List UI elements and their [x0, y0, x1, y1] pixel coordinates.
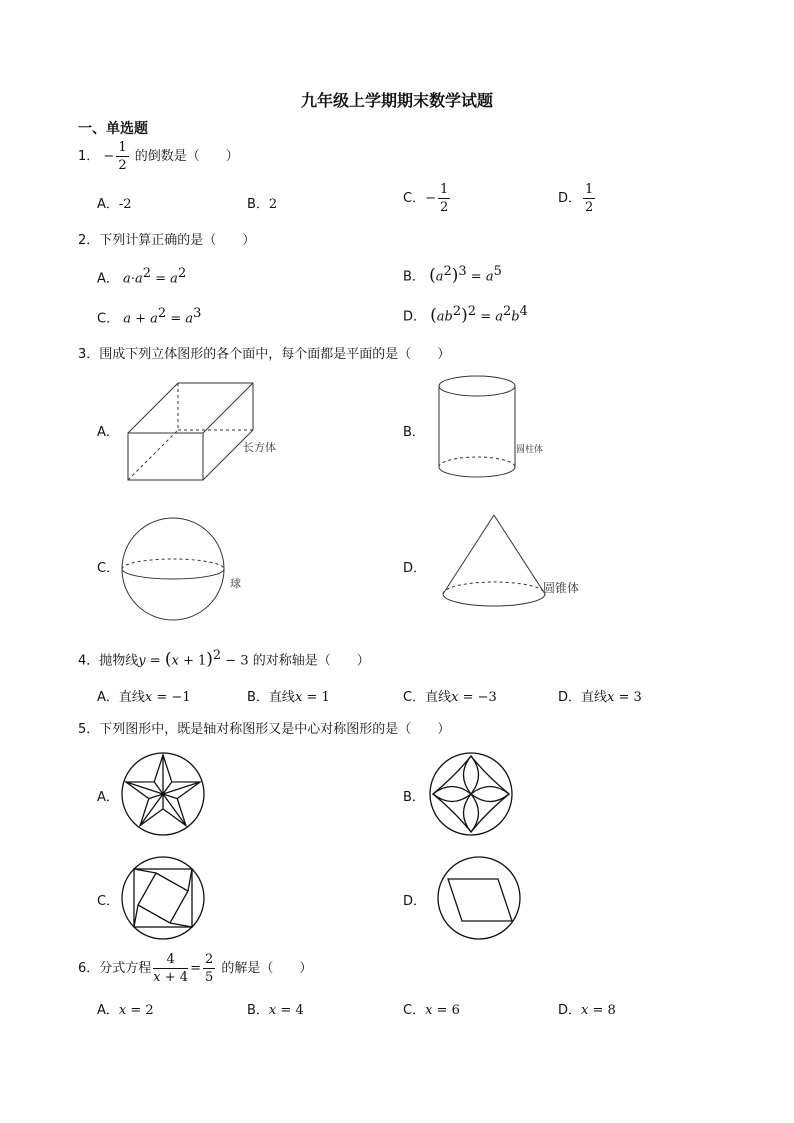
q2-option-c[interactable]: C． $a + a^2 = a^3$: [97, 306, 202, 327]
question-3: 3．围成下列立体图形的各个面中，每个面都是平面的是（ ）: [78, 347, 451, 362]
q6-option-b[interactable]: B．x = 4: [247, 1003, 304, 1018]
q1-option-c[interactable]: C．− $\frac{1}{2}$: [403, 182, 449, 215]
star-circle-figure: [120, 751, 206, 837]
q4-option-a[interactable]: A．直线x = −1: [97, 690, 191, 705]
cylinder-figure: [430, 372, 560, 484]
q5-option-b[interactable]: B．: [403, 790, 425, 805]
question-5: 5．下列图形中，既是轴对称图形又是中心对称图形的是（ ）: [78, 722, 451, 737]
q3-option-d[interactable]: D．: [403, 561, 427, 576]
q1-option-d[interactable]: D． $\frac{1}{2}$: [558, 182, 594, 215]
fraction-neg-half: $\frac{1}{2}$: [118, 140, 127, 173]
q2-option-b[interactable]: B． $(a^2)^3 = a^5$: [403, 264, 502, 286]
q3-option-b[interactable]: B．: [403, 425, 425, 440]
q3-option-a[interactable]: A．: [97, 425, 119, 440]
q5-option-d[interactable]: D．: [403, 894, 427, 909]
q6-option-a[interactable]: A．x = 2: [97, 1003, 154, 1018]
q4-option-b[interactable]: B．直线x = 1: [247, 690, 330, 705]
q4-option-d[interactable]: D．直线x = 3: [558, 690, 642, 705]
pinwheel-circle-figure: [120, 855, 206, 941]
cylinder-caption: 圆柱体: [516, 445, 544, 455]
section-heading: 一、单选题: [78, 121, 148, 137]
sphere-caption: 球: [230, 577, 241, 590]
q2-option-d[interactable]: D． $(ab^2)^2 = a^2b^4$: [403, 304, 528, 326]
question-2: 2．下列计算正确的是（ ）: [78, 233, 256, 248]
q2-option-a[interactable]: A． $a\cdot a^2 = a^2$: [97, 266, 187, 287]
q4-option-c[interactable]: C．直线x = −3: [403, 690, 497, 705]
q6-option-d[interactable]: D．x = 8: [558, 1003, 616, 1018]
cone-figure: [436, 512, 596, 627]
cuboid-caption: 长方体: [243, 441, 276, 454]
question-6: 6．分式方程 $\frac{4}{x + 4}$ = $\frac{2}{5}$ 的解是（ ）: [78, 952, 313, 985]
sphere-figure: [115, 517, 255, 627]
q5-option-c[interactable]: C．: [97, 894, 120, 909]
q1-option-a[interactable]: A．-2: [97, 197, 132, 212]
parallelogram-circle-figure: [436, 855, 522, 941]
q5-option-a[interactable]: A．: [97, 790, 119, 805]
q6-option-c[interactable]: C．x = 6: [403, 1003, 460, 1018]
question-1: 1． − $\frac{1}{2}$ 的倒数是（ ）: [78, 140, 239, 173]
page-title: 九年级上学期期末数学试题: [300, 91, 493, 110]
cuboid-figure: [120, 378, 290, 488]
q3-option-c[interactable]: C．: [97, 561, 120, 576]
question-4: 4．抛物线$y = (x + 1)^2 - 3$ 的对称轴是（ ）: [78, 648, 370, 670]
four-petal-circle-figure: [428, 751, 514, 837]
question-1-stem: 的倒数是（ ）: [134, 149, 239, 164]
q1-option-b[interactable]: B．2: [247, 197, 278, 212]
cone-caption: 圆锥体: [543, 581, 580, 595]
